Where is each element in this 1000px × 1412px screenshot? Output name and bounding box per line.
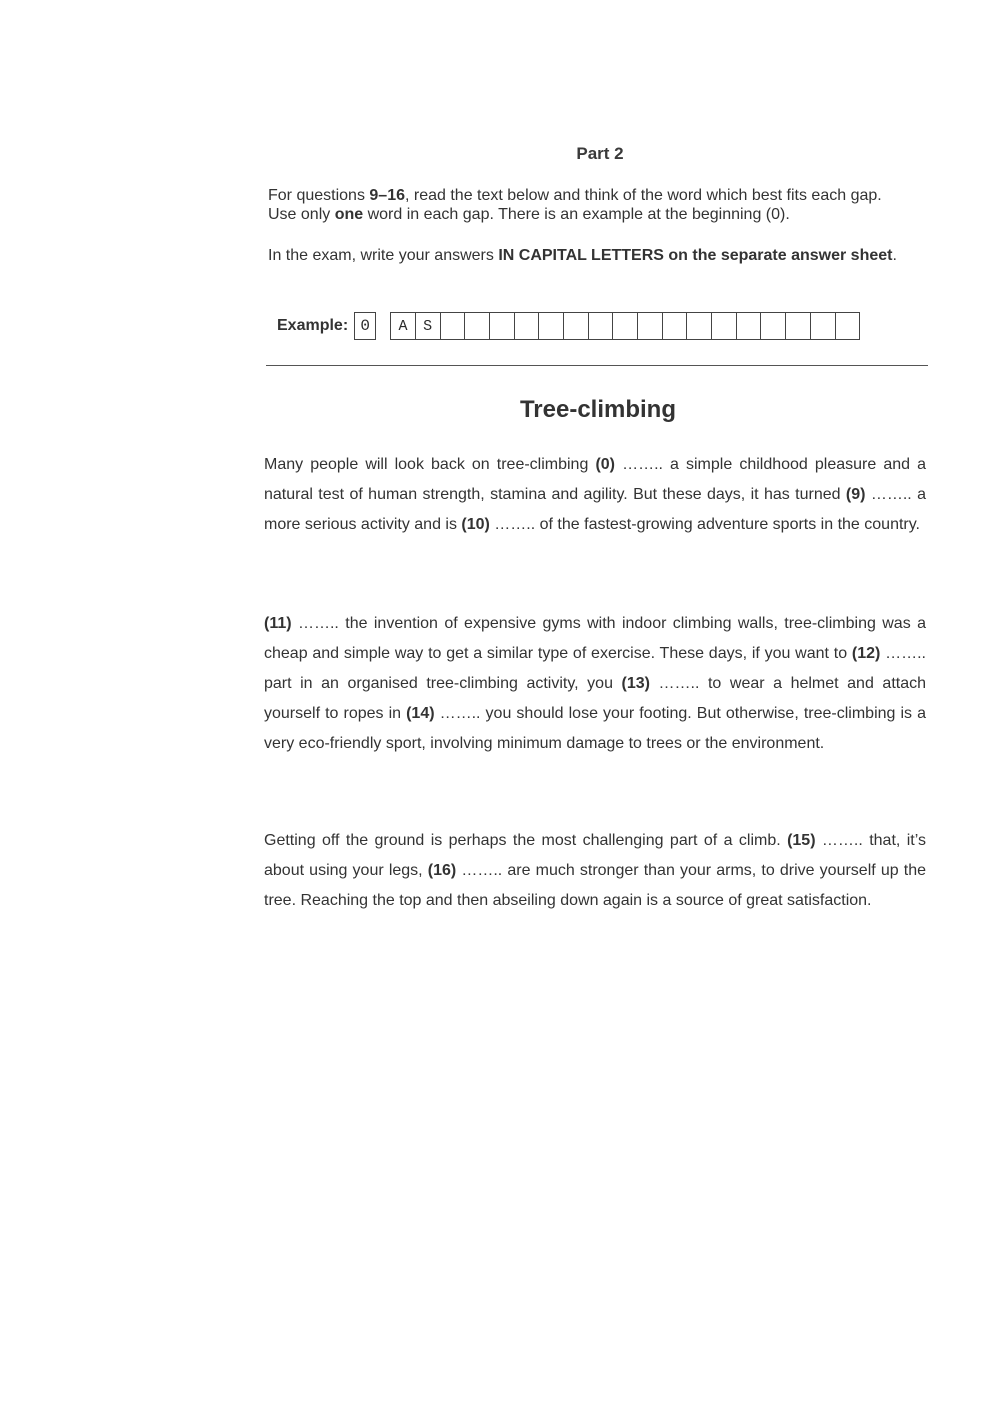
example-letter-box (563, 312, 588, 340)
text-run: …….. of the fastest-growing adventure sports in the country. (489, 516, 920, 533)
bold-text: one (334, 206, 364, 223)
text-run: …….. a more serious activity and is (264, 486, 926, 533)
bold-text: IN CAPITAL LETTERS on the separate answer sheet (498, 247, 893, 264)
text-run: …….. to wear a helmet and attach yourself to ropes in (264, 675, 927, 722)
example-letter-box (810, 312, 835, 340)
paragraph-3 (264, 826, 926, 916)
example-letter-box (686, 312, 711, 340)
example-letter-box (538, 312, 563, 340)
example-letter-box (637, 312, 662, 340)
example-letter-box (736, 312, 761, 340)
bold-text: (10) (461, 516, 490, 533)
example-letter-box (514, 312, 539, 340)
example-letter-box (464, 312, 489, 340)
bold-text: (12) (851, 645, 881, 662)
bold-text: (9) (845, 486, 866, 503)
text-run: …….. part in an organised tree-climbing activity, you (264, 645, 926, 692)
example-letter-box (760, 312, 785, 340)
text-run: …….. are much stronger than your arms, to drive yourself up the tree. Reaching the top and then abseiling down again is a source of great satisfaction. (264, 862, 926, 909)
text-run: …….. a simple childhood pleasure and a natural test of human strength, stamina and agility. But these days, it has turned (264, 456, 927, 503)
text-run: …….. that, it’s about using your legs, (264, 832, 926, 879)
example-letter-box (440, 312, 465, 340)
bold-text: (14) (406, 705, 435, 722)
paragraph-2 (264, 609, 926, 759)
example-letter-box (711, 312, 736, 340)
text-run: …….. the invention of expensive gyms with indoor climbing walls, tree-climbing was a cheap and simple way to get a similar type of exercise. These days, if you want to (264, 615, 926, 662)
text-run: Many people will look back on tree-climbing (264, 456, 596, 473)
text-run: Getting off the ground is perhaps the most challenging part of a climb. (264, 832, 788, 849)
instructions-line-2 (268, 246, 908, 265)
example-number-box: 0 (354, 312, 376, 340)
bold-text: (16) (427, 862, 457, 879)
text-run: . (892, 247, 897, 264)
example-letter-box (835, 312, 861, 340)
example-label: Example: (277, 317, 349, 334)
example-row (277, 311, 860, 341)
example-answer-boxes (390, 312, 860, 340)
bold-text: (13) (621, 675, 650, 692)
bold-text: 9–16 (369, 187, 405, 204)
text-run: word in each gap. There is an example at the beginning (0). (363, 206, 790, 223)
text-run: In the exam, write your answers (268, 247, 499, 264)
text-run: …….. you should lose your footing. But otherwise, tree-climbing is a very eco-friendly sport, involving minimum damage to trees or the environment. (264, 705, 927, 752)
example-letter-box (662, 312, 687, 340)
bold-text: (11) (264, 615, 292, 632)
bold-text: (15) (787, 832, 816, 849)
example-letter-box (489, 312, 514, 340)
text-run: , read the text below and think of the word which best fits each gap. Use only (268, 187, 882, 223)
example-letter-box: A (390, 312, 415, 340)
bold-text: (0) (595, 456, 615, 473)
text-title: Tree-climbing (519, 396, 677, 423)
text-run: For questions (268, 187, 370, 204)
example-letter-box: S (415, 312, 440, 340)
instructions-line-1 (268, 186, 908, 224)
example-letter-box (785, 312, 810, 340)
divider-line (266, 365, 928, 366)
example-letter-box (612, 312, 637, 340)
example-letter-box (588, 312, 613, 340)
paragraph-1 (264, 450, 926, 540)
part-title: Part 2 (576, 144, 624, 163)
